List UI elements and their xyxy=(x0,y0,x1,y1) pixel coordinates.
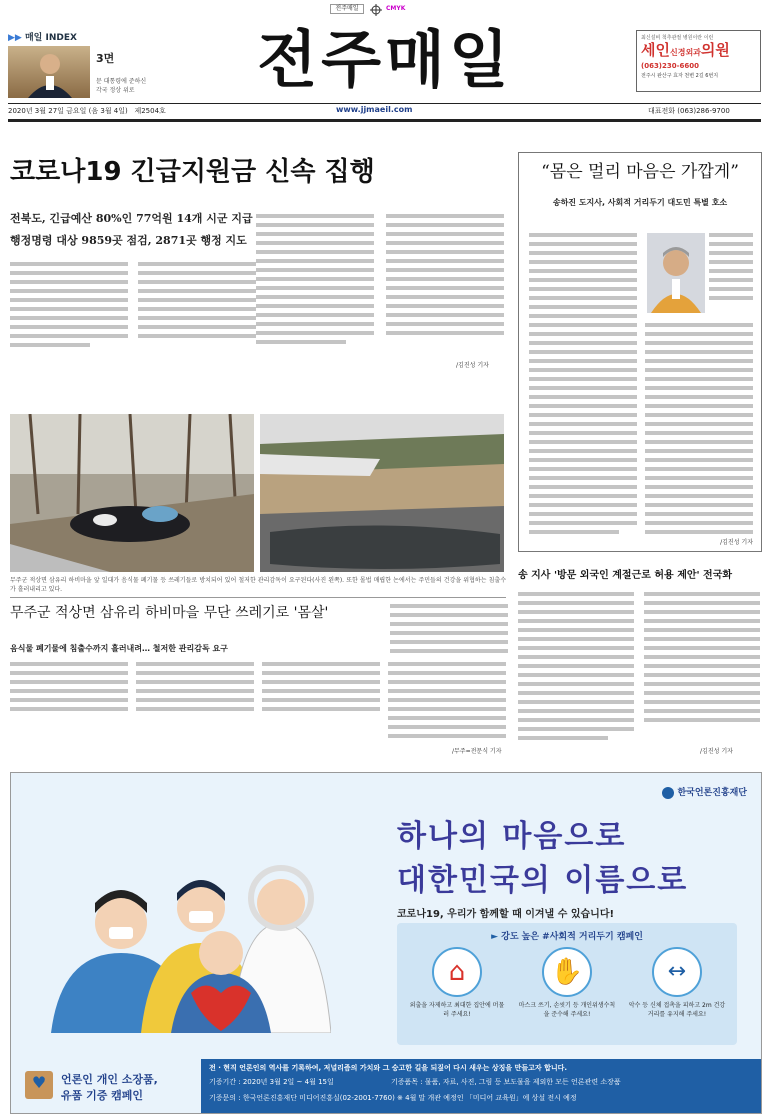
date-line: 2020년 3월 27일 금요일 (음 3월 4일) 제2504호 xyxy=(8,107,166,115)
ad-phone: (063)230-6600 xyxy=(641,62,700,70)
medical-staff-illustration xyxy=(31,803,331,1033)
phone: 대표전화 (063)286-9700 xyxy=(648,107,730,115)
footer-period: 기증기간 : 2020년 3월 2일 ~ 4월 15일 xyxy=(209,1078,334,1086)
photo-left xyxy=(10,414,254,572)
story2-body-top xyxy=(390,604,508,654)
lead-headline: 코로나19 긴급지원금 신속 집행 xyxy=(10,157,375,187)
index-text-2: 각국 정상 위로 xyxy=(96,87,135,94)
story3-body xyxy=(518,592,762,742)
story2-headline: 무주군 적상면 삼유리 하비마을 무단 쓰레기로 '몸살' xyxy=(10,605,329,621)
top-ad xyxy=(636,30,761,92)
distance-icon: ↔ xyxy=(652,947,702,997)
column-headline: “몸은 멀리 마음은 가깝게” xyxy=(541,162,739,182)
footer-items: 기증품목 : 물품, 자료, 사진, 그림 등 보도물을 제외한 모든 언론관련 소장품 xyxy=(391,1078,621,1086)
ad-address: 전주시 완산구 효자 천변 2길 6번지 xyxy=(641,73,719,79)
lead-sub-2: 행정명령 대상 9859곳 점검, 2871곳 행정 지도 xyxy=(10,234,247,247)
banner-tagline: 코로나19, 우리가 함께할 때 이겨낼 수 있습니다! xyxy=(397,909,615,920)
index-text-1: 문 대통령에 준하신 xyxy=(96,78,147,85)
campaign-box xyxy=(397,923,737,1045)
footer-contact: 기증문의 : 한국언론진흥재단 미디어진흥실(02-2001-7760) ※ 4월 말 개관 예정인 「미디어 교육원」에 상설 전시 예정 xyxy=(209,1094,577,1102)
footer-left xyxy=(11,1059,201,1114)
ad-tagline: 최신설비 척추관절 병원이란 이런 xyxy=(641,35,714,41)
story3-byline: /김진성 기자 xyxy=(700,748,733,755)
index-photo xyxy=(8,46,90,98)
index-label: ▶▶ 매일 INDEX xyxy=(8,33,77,43)
index-box xyxy=(8,30,178,98)
masthead-rule-top xyxy=(8,103,761,104)
photo-caption: 무주군 적상면 삼유리 하비마을 앞 일대가 음식물 폐기물 등 쓰레기들로 방치되어 있어 철저한 관리감독이 요구된다(사진 왼쪽). 또한 몰법 매립한 논에서는 주민들의 건강을 위협하는 침출수가 흘러내리고 있다. xyxy=(10,577,506,593)
megaphone-icon: ► xyxy=(491,932,498,942)
photo-left-scene xyxy=(10,414,254,572)
registration-mark-icon xyxy=(370,4,382,16)
campaign-title: ► 강도 높은 #사회적 거리두기 캠페인 xyxy=(491,932,643,942)
newspaper-title: 전주매일 xyxy=(257,23,513,96)
lead-body-right xyxy=(256,214,506,356)
story2-body-lines xyxy=(10,662,506,750)
column-body-lines xyxy=(519,227,761,567)
story2-sub: 음식물 폐기물에 침출수까지 흘러내려… 철저한 관리감독 요구 xyxy=(10,644,228,653)
column-box xyxy=(518,152,762,552)
website[interactable]: www.jjmaeil.com xyxy=(336,105,413,114)
column-byline: /김진성 기자 xyxy=(720,539,753,546)
home-icon: ⌂ xyxy=(432,947,482,997)
org-logo-icon xyxy=(662,787,674,799)
banner-slogan-1: 하나의 마음으로 xyxy=(397,819,627,854)
story2-body-top-lines xyxy=(390,604,508,654)
top-strip xyxy=(330,4,440,16)
heart-box-icon: ♥ xyxy=(25,1071,53,1099)
banner-ad xyxy=(10,772,762,1114)
footer-head: 전 · 현직 언론인의 역사를 기록하여, 저널리즘의 가치와 그 숭고한 길을 되짚어 다시 새우는 상징을 만들고자 합니다. xyxy=(209,1064,568,1072)
campaign-item-2: ✋ 마스크 쓰기, 손씻기 등 개인위생수칙을 준수해 주세요! xyxy=(517,947,617,1039)
banner-org: 한국언론진흥재단 xyxy=(662,785,747,799)
story2-rule xyxy=(10,597,506,598)
banner-footer xyxy=(11,1059,762,1114)
footer-left-1: 언론인 개인 소장품, xyxy=(61,1073,158,1086)
lead-sub-1: 전북도, 긴급예산 80%인 77억원 14개 시군 지급 xyxy=(10,212,253,225)
masthead-rule-bottom xyxy=(8,119,761,122)
hand-wash-icon: ✋ xyxy=(542,947,592,997)
column-sub: 송하진 도지사, 사회적 거리두기 대도민 특별 호소 xyxy=(552,198,728,207)
story2-byline: /무주=전문식 기자 xyxy=(452,748,502,755)
lead-body-right-lines xyxy=(256,214,506,356)
story3-headline: 송 지사 '방문 외국인 계절근로 허용 제안' 전국화 xyxy=(518,570,733,581)
photo-right xyxy=(260,414,504,572)
footer-left-2: 유품 기증 캠페인 xyxy=(61,1089,144,1102)
photo-right-scene xyxy=(260,414,504,572)
story2-body xyxy=(10,662,506,750)
story3-body-lines xyxy=(518,592,762,742)
lead-byline: /김진성 기자 xyxy=(456,362,489,369)
banner-slogan-2: 대한민국의 이름으로 xyxy=(397,863,689,898)
cmyk-mark: CMYK xyxy=(386,5,406,12)
campaign-item-3: ↔ 악수 등 신체 접촉을 피하고 2m 건강거리를 유지해 주세요! xyxy=(627,947,727,1039)
ad-brand: 세인신경외과의원 xyxy=(641,41,730,59)
campaign-item-1: ⌂ 외출을 자제하고 최대한 집안에 머물러 주세요! xyxy=(407,947,507,1039)
top-strip-label: 전주매일 xyxy=(330,4,364,14)
index-page: 3면 xyxy=(96,52,115,65)
president-portrait xyxy=(8,46,90,98)
